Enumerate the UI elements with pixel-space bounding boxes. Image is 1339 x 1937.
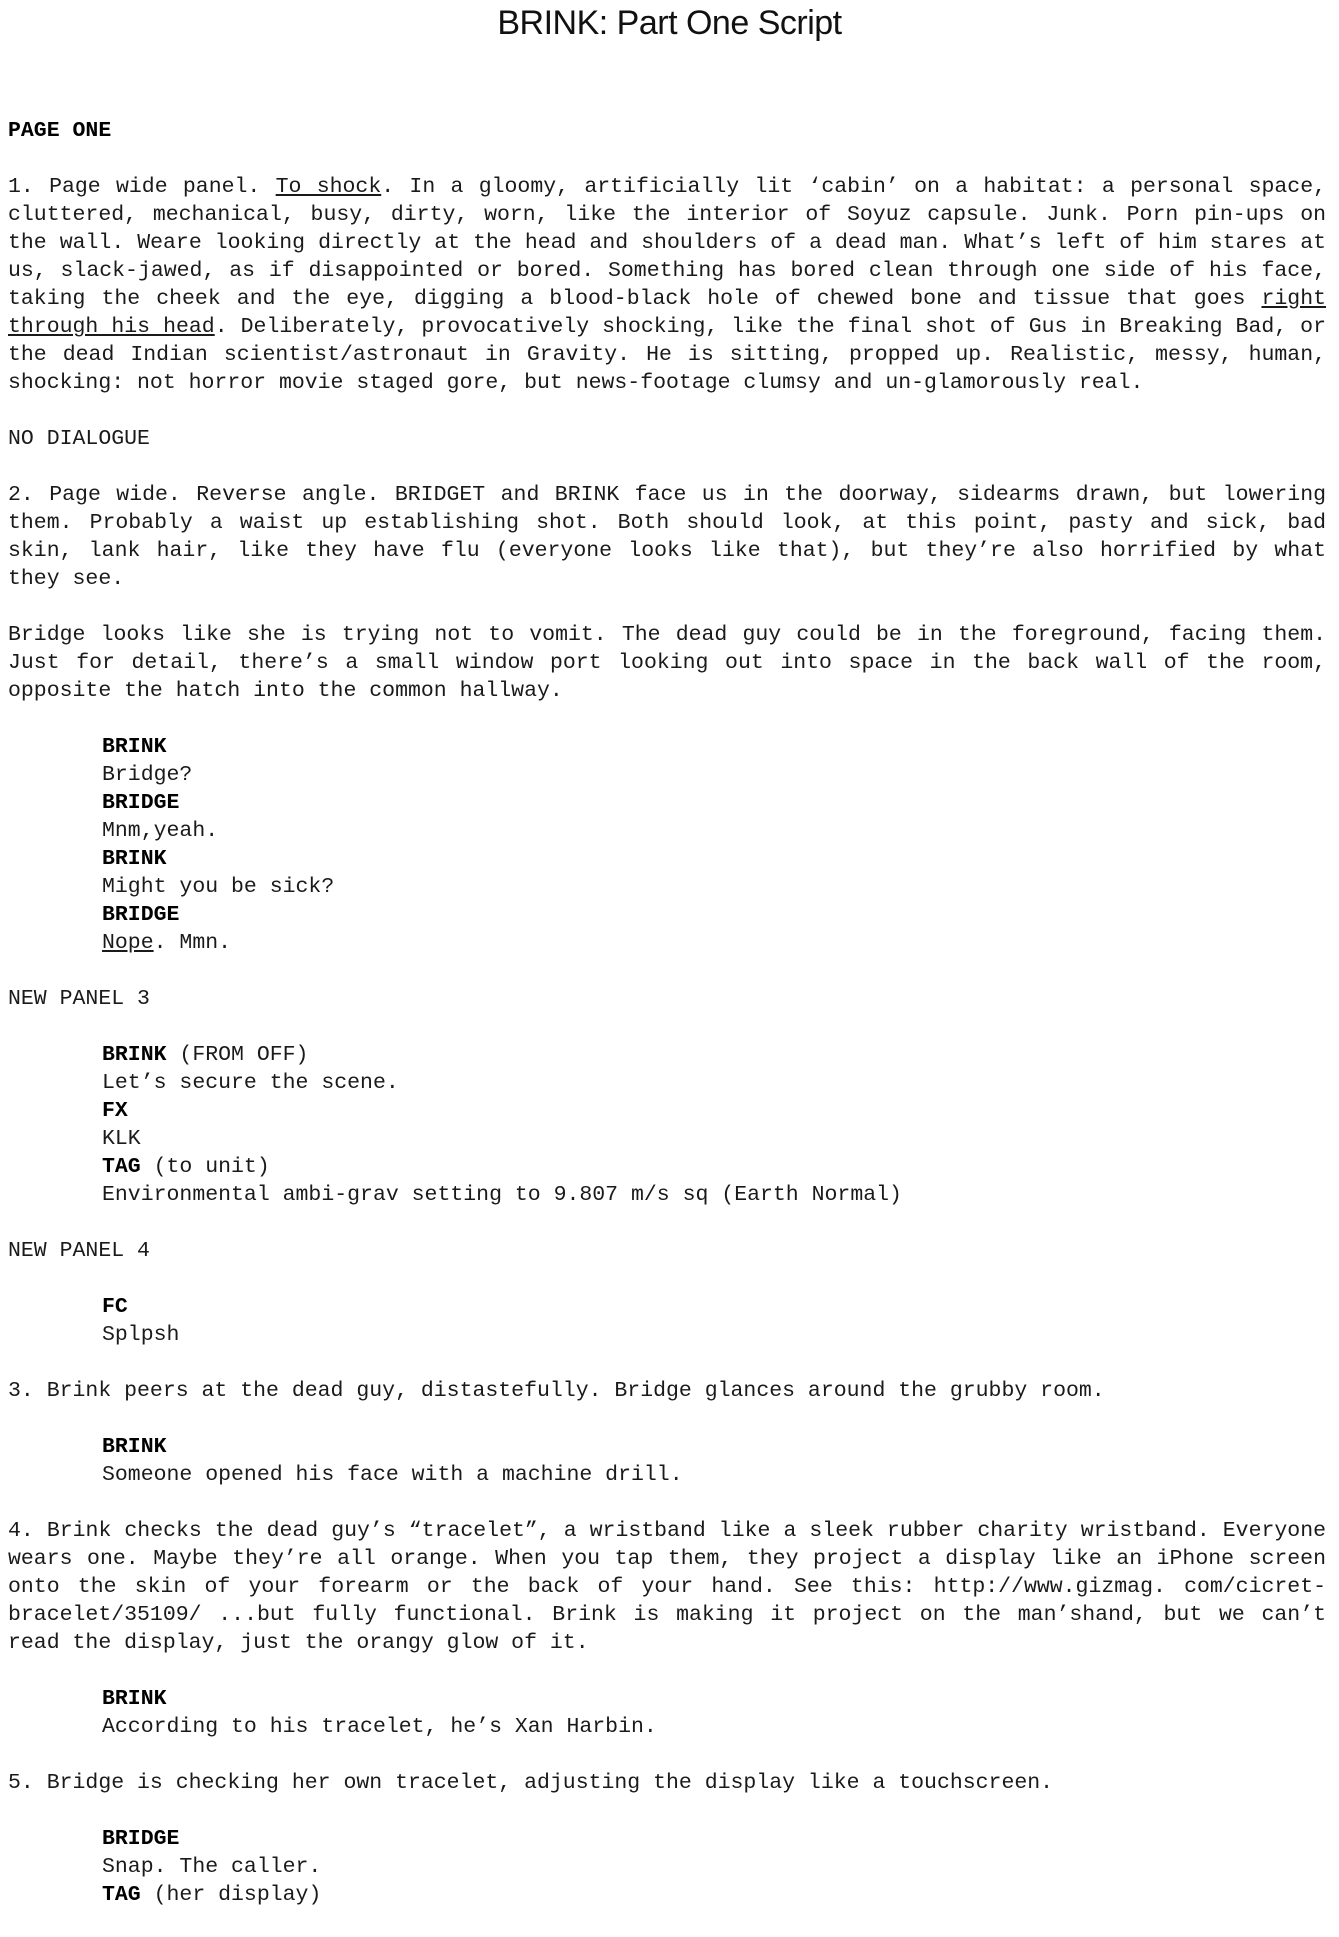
panel-2-detail: Bridge looks like she is trying not to vomit. The dead guy could be in the foreground, facing them. Just for detail, there’s a small window port looking out into space in the back wall of the room, opposite the hatch into the common hallway. <box>8 623 1326 703</box>
panel-2-dialogue <box>102 733 1326 957</box>
dialogue-line: KLK <box>102 1127 141 1151</box>
dialogue-line: Environmental ambi-grav setting to 9.807 m/s sq (Earth Normal) <box>102 1183 902 1207</box>
dialogue-line: Mnm,yeah. <box>102 819 219 843</box>
script-body <box>8 117 1326 1937</box>
dialogue-line: Let’s secure the scene. <box>102 1071 399 1095</box>
item-4-description: 4. Brink checks the dead guy’s “tracelet”, a wristband like a sleek rubber charity wristband. Everyone wears one. Maybe they’re all orange. When you tap them, they project a display like an iPhone screen onto the skin of your forearm or the back of your hand. See this: http://www.gizmag. com/cicret-bracelet/35109/ ...but fully functional. Brink is making it project on the man’shand, but we can’t read the display, just the orangy glow of it. <box>8 1519 1326 1655</box>
dialogue-line: Snap. The caller. <box>102 1855 322 1879</box>
speaker-line: BRINK (FROM OFF) <box>102 1043 309 1067</box>
speaker: FC <box>102 1295 128 1319</box>
item-3-dialogue <box>102 1433 1326 1489</box>
speaker-line: TAG (to unit) <box>102 1155 270 1179</box>
speaker: FX <box>102 1099 128 1123</box>
dialogue-line: According to his tracelet, he’s Xan Harbin. <box>102 1715 657 1739</box>
panel-3-dialogue <box>102 1041 1326 1209</box>
new-panel-3-heading: NEW PANEL 3 <box>8 987 150 1011</box>
item-3-description: 3. Brink peers at the dead guy, distastefully. Bridge glances around the grubby room. <box>8 1379 1105 1403</box>
dialogue-line: Might you be sick? <box>102 875 335 899</box>
speaker: BRIDGE <box>102 791 180 815</box>
page-heading: PAGE ONE <box>8 119 112 143</box>
panel-2-description: 2. Page wide. Reverse angle. BRIDGET and BRINK face us in the doorway, sidearms drawn, but lowering them. Probably a waist up establishing shot. Both should look, at this point, pasty and sick, bad skin, lank hair, like they have flu (everyone looks like that), but they’re also horrified by what they see. <box>8 483 1326 591</box>
item-5-description: 5. Bridge is checking her own tracelet, adjusting the display like a touchscreen. <box>8 1771 1054 1795</box>
speaker: BRINK <box>102 847 167 871</box>
dialogue-line: Bridge? <box>102 763 193 787</box>
speaker-line: TAG (her display) <box>102 1883 322 1907</box>
speaker: BRINK <box>102 1435 167 1459</box>
dialogue-line: Splpsh <box>102 1323 180 1347</box>
item-4-dialogue <box>102 1685 1326 1741</box>
speaker: BRIDGE <box>102 1827 180 1851</box>
speaker: BRINK <box>102 735 167 759</box>
speaker: BRINK <box>102 1687 167 1711</box>
dialogue-line: Someone opened his face with a machine drill. <box>102 1463 683 1487</box>
new-panel-4-heading: NEW PANEL 4 <box>8 1239 150 1263</box>
page-title: BRINK: Part One Script <box>497 4 842 42</box>
panel-4-dialogue <box>102 1293 1326 1349</box>
panel-1-description: 1. Page wide panel. To shock. In a gloomy, artificially lit ‘cabin’ on a habitat: a personal space, cluttered, mechanical, busy, dirty, worn, like the interior of Soyuz capsule. Junk. Porn pin-ups on the wall. Weare looking directly at the head and shoulders of a dead man. What’s left of him stares at us, slack-jawed, as if disappointed or bored. Something has bored clean through one side of his face, taking the cheek and the eye, digging a blood-black hole of chewed bone and tissue that goes right through his head. Deliberately, provocatively shocking, like the final shot of Gus in Breaking Bad, or the dead Indian scientist/astronaut in Gravity. He is sitting, propped up. Realistic, messy, human, shocking: not horror movie staged gore, but news-footage clumsy and un-glamorously real. <box>8 175 1326 395</box>
speaker: BRIDGE <box>102 903 180 927</box>
no-dialogue-note: NO DIALOGUE <box>8 427 150 451</box>
dialogue-line: Nope. Mmn. <box>102 931 232 955</box>
item-5-dialogue <box>102 1825 1326 1909</box>
